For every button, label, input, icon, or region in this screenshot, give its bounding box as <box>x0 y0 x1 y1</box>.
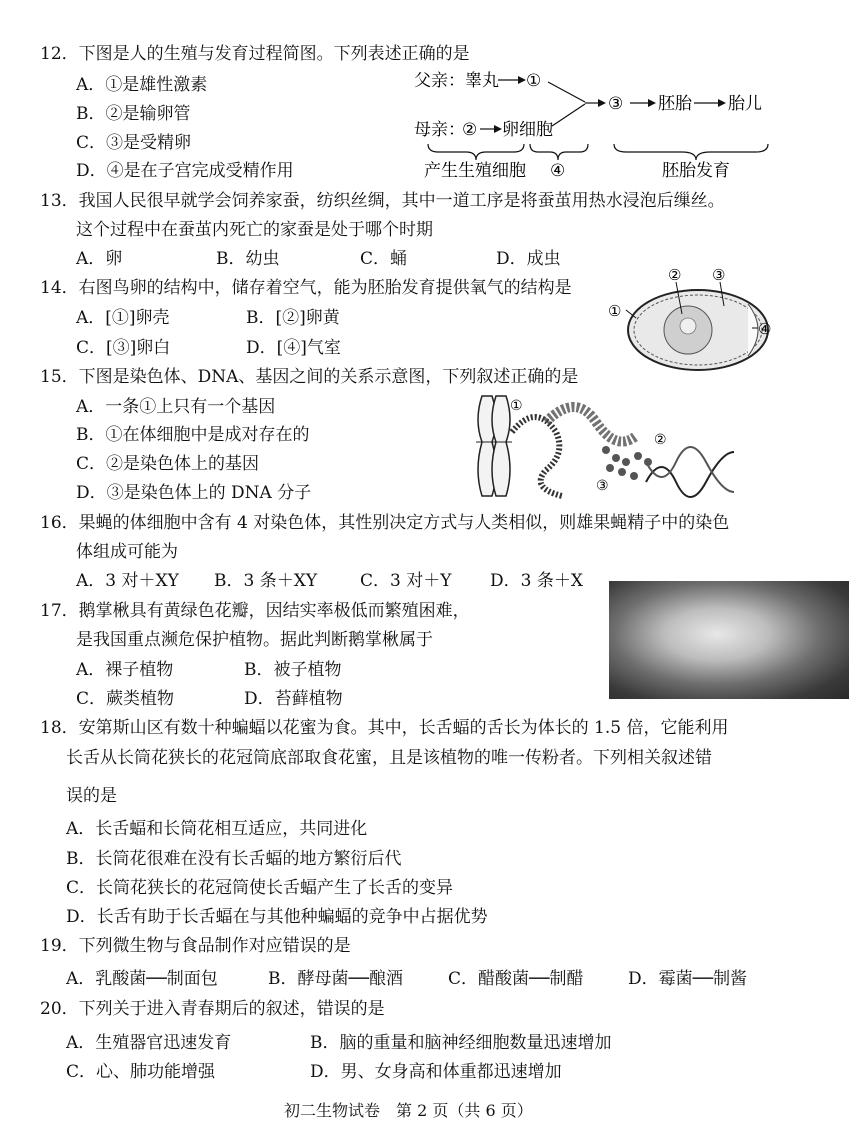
diagram-mother: 母亲： <box>414 120 465 140</box>
q17-option-a: A．裸子植物 <box>76 660 174 680</box>
chromo-label-2: ② <box>654 432 667 448</box>
q17-option-d: D．苔藓植物 <box>244 689 343 709</box>
diagram-label-4: ④ <box>550 161 566 181</box>
q12-option-b: B．②是输卵管 <box>76 104 191 124</box>
q16-option-d: D．3 条＋X <box>490 571 583 591</box>
tulip-tree-flower-photo <box>609 581 849 699</box>
q13-option-b: B．幼虫 <box>216 249 280 269</box>
q18-option-a: A．长舌蝠和长筒花相互适应，共同进化 <box>66 819 368 839</box>
q12-option-a: A．①是雄性激素 <box>76 75 208 95</box>
q18-option-c: C．长筒花狭长的花冠筒使长舌蝠产生了长舌的变异 <box>66 878 454 898</box>
diagram-c2: ② <box>462 120 478 140</box>
q16-option-a: A．3 对＋XY <box>76 571 179 591</box>
q16-stem-line1: 16．果蝇的体细胞中含有 4 对染色体，其性别决定方式与人类相似，则雄果蝇精子中的染色 <box>40 513 730 533</box>
q14-stem: 14．右图鸟卵的结构中，储存着空气，能为胚胎发育提供氧气的结构是 <box>40 278 572 298</box>
q19-stem: 19．下列微生物与食品制作对应错误的是 <box>40 936 351 956</box>
q12-option-d: D．④是在子宫完成受精作用 <box>76 161 294 181</box>
q15-option-a: A．一条①上只有一个基因 <box>76 397 276 417</box>
q17-stem-line2: 是我国重点濒危保护植物。据此判断鹅掌楸属于 <box>76 630 433 650</box>
q13-option-c: C．蛹 <box>360 249 408 269</box>
diagram-c1: ① <box>526 71 542 91</box>
egg-label-4: ④ <box>758 320 772 338</box>
q20-option-d: D．男、女身高和体重都迅速增加 <box>310 1062 562 1082</box>
bird-egg-diagram <box>608 262 778 374</box>
q20-option-a: A．生殖器官迅速发育 <box>66 1033 232 1053</box>
q15-option-d: D．③是染色体上的 DNA 分子 <box>76 483 312 503</box>
reproduction-flow-diagram <box>400 60 780 185</box>
q15-stem: 15．下图是染色体、DNA、基因之间的关系示意图，下列叙述正确的是 <box>40 367 579 387</box>
q14-option-c: C．[③]卵白 <box>76 338 171 358</box>
q18-stem-line2: 长舌从长筒花狭长的花冠筒底部取食花蜜，且是该植物的唯一传粉者。下列相关叙述错 <box>66 748 712 768</box>
chromo-label-1: ① <box>510 398 523 414</box>
q13-stem-line2: 这个过程中在蚕茧内死亡的家蚕是处于哪个时期 <box>76 220 433 240</box>
egg-label-3: ③ <box>712 266 726 284</box>
q19-option-d: D．霉菌──制酱 <box>628 969 748 989</box>
q16-option-c: C．3 对＋Y <box>360 571 452 591</box>
q13-stem-line1: 13．我国人民很早就学会饲养家蚕，纺织丝绸，其中一道工序是将蚕茧用热水浸泡后缫丝。 <box>40 191 725 211</box>
q13-option-d: D．成虫 <box>496 249 561 269</box>
q14-option-b: B．[②]卵黄 <box>246 308 340 328</box>
q20-stem: 20．下列关于进入青春期后的叙述，错误的是 <box>40 999 385 1019</box>
diagram-egg: 卵细胞 <box>502 120 553 140</box>
q20-option-b: B．脑的重量和脑神经细胞数量迅速增加 <box>310 1033 612 1053</box>
q16-option-b: B．3 条＋XY <box>214 571 318 591</box>
q18-stem-line1: 18．安第斯山区有数十种蝙蝠以花蜜为食。其中，长舌蝠的舌长为体长的 1.5 倍，它能利用 <box>40 718 729 738</box>
q18-option-b: B．长筒花很难在没有长舌蝠的地方繁衍后代 <box>66 849 402 869</box>
q13-option-a: A．卵 <box>76 249 123 269</box>
q19-option-c: C．醋酸菌──制醋 <box>448 969 584 989</box>
q17-option-c: C．蕨类植物 <box>76 689 175 709</box>
q17-stem-line1: 17．鹅掌楸具有黄绿色花瓣，因结实率极低而繁殖困难， <box>40 601 470 621</box>
q15-option-b: B．①在体细胞中是成对存在的 <box>76 425 310 445</box>
q15-option-c: C．②是染色体上的基因 <box>76 454 260 474</box>
q20-option-c: C．心、肺功能增强 <box>66 1062 216 1082</box>
q16-stem-line2: 体组成可能为 <box>76 542 178 562</box>
q18-stem-line3: 误的是 <box>66 786 117 806</box>
q14-option-d: D．[④]气室 <box>246 338 341 358</box>
diagram-embryo: 胚胎 <box>658 94 692 114</box>
chromo-label-3: ③ <box>596 478 609 494</box>
q19-option-a: A．乳酸菌──制面包 <box>66 969 218 989</box>
q14-option-a: A．[①]卵壳 <box>76 308 170 328</box>
q19-option-b: B．酵母菌──酿酒 <box>268 969 403 989</box>
diagram-c3: ③ <box>608 94 624 114</box>
chromosome-dna-diagram <box>466 392 738 504</box>
egg-label-2: ② <box>668 266 682 284</box>
diagram-fetus: 胎儿 <box>728 94 762 114</box>
q12-stem: 12．下图是人的生殖与发育过程简图。下列表述正确的是 <box>40 44 470 64</box>
diagram-label-dev: 胚胎发育 <box>662 161 730 181</box>
egg-label-1: ① <box>608 302 622 320</box>
q12-option-c: C．③是受精卵 <box>76 133 192 153</box>
q17-option-b: B．被子植物 <box>244 660 342 680</box>
page-footer: 初二生物试卷 第 2 页（共 6 页） <box>284 1101 533 1120</box>
diagram-label-cells: 产生生殖细胞 <box>424 161 526 181</box>
diagram-father: 父亲：睾丸 <box>414 71 499 91</box>
q18-option-d: D．长舌有助于长舌蝠在与其他种蝙蝠的竞争中占据优势 <box>66 907 488 927</box>
